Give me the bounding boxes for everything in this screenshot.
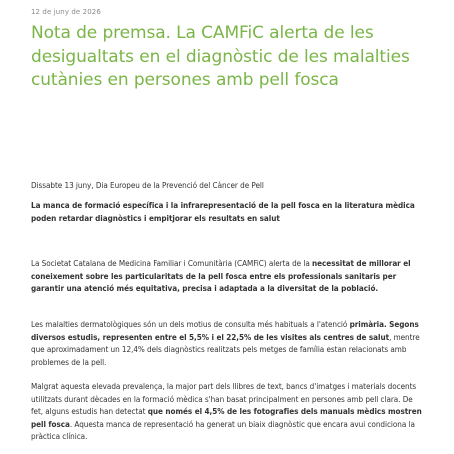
paragraph-highlight: necessitat de millorar el coneixement sobre les particularitats de la pell fosca entre els professionals sanitaris per garantir una atenció més equitativa, precisa i adaptada a la diversitat de la població.	[31, 258, 411, 294]
article-subheading: Dissabte 13 juny, Dia Europeu de la Prevenció del Càncer de Pell	[31, 180, 264, 190]
paragraph-text: . Aquesta manca de representació ha generat un biaix diagnòstic que encara avui condiciona la pràctica clínica.	[31, 418, 415, 442]
article-title: Nota de premsa. La CAMFiC alerta de les desigualtats en el diagnòstic de les malalties cutànies en persones amb pell fosca	[31, 23, 410, 90]
article-paragraph-2	[31, 318, 424, 368]
article-date: 12 de juny de 2026	[31, 8, 101, 16]
paragraph-highlight: que només el 4,5% de les fotografies dels manuals mèdics mostren pell fosca	[31, 406, 422, 429]
article-lead: La manca de formació específica i la infrarepresentació de la pell fosca en la literatura mèdica poden retardar diagnòstics i empitjorar els resultats en salut	[31, 200, 415, 223]
paragraph-text: La Societat Catalana de Medicina Familiar i Comunitària (CAMFiC) alerta de la	[31, 258, 313, 268]
paragraph-highlight: primària. Segons diversos estudis, representen entre el 5,5% i el 22,5% de les visites als centres de salut	[31, 319, 419, 342]
paragraph-text: , mentre que aproximadament un 12,4% dels diagnòstics realitzats pels metges de família estan relacionats amb problemes de la pell.	[31, 331, 420, 367]
paragraph-text: Les malalties dermatològiques són un dels motius de consulta més habituals a l'atenció	[31, 319, 350, 329]
paragraph-text: Malgrat aquesta elevada prevalença, la major part dels llibres de text, bancs d'imatges i materials docents utilitzats durant dècades en la formació mèdica s'han basat principalment en persones amb pell clara. De fet, alguns estudis han detectat	[31, 381, 417, 417]
article-paragraph-1	[31, 257, 424, 295]
article-paragraph-3	[31, 380, 424, 443]
